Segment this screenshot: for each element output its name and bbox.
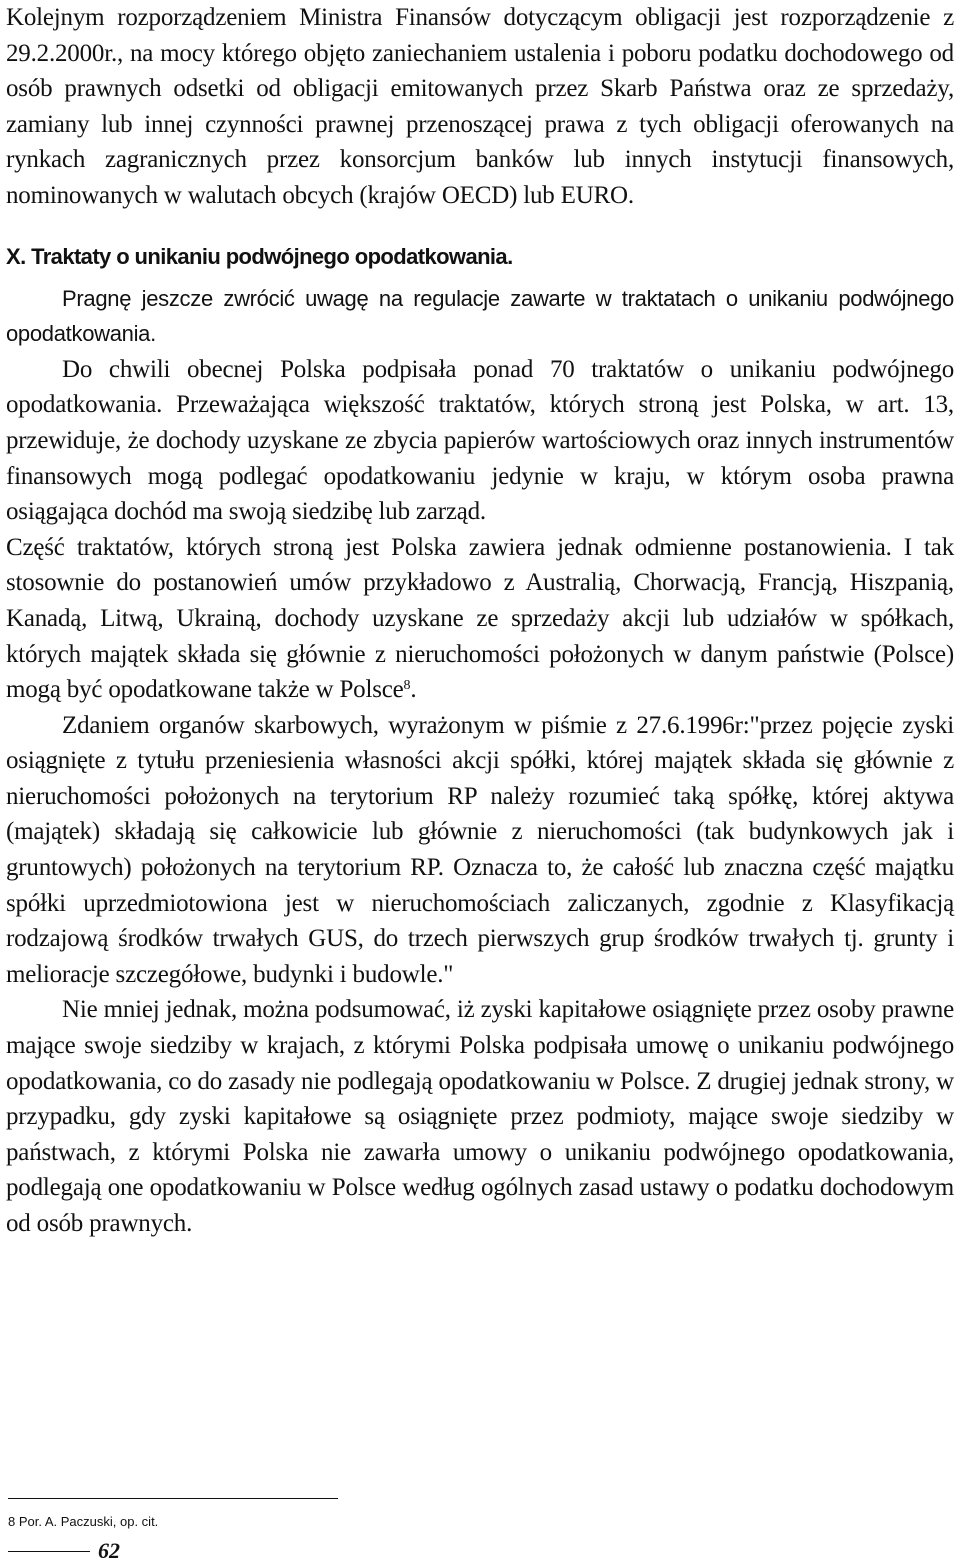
paragraph-summary: Nie mniej jednak, można podsumować, iż zyski kapitałowe osiągnięte przez osoby prawne mające swoje siedziby w krajach, z którymi Polska podpisała umowę o unikaniu podwójnego opodatkowania, co do zasady nie podlegają opodatkowaniu w Polsce. Z drugiej jednak strony, w przypadku, gdy zyski kapitałowe są osiągnięte przez podmioty, mające swoje siedziby w państwach, z którymi Polska nie zawarła umowy o unikaniu podwójnego opodatkowania, podlegają one opodatkowaniu w Polsce według ogólnych zasad ustawy o podatku dochodowym od osób prawnych.	[6, 996, 954, 1237]
document-page	[6, 0, 954, 1242]
page-number-rule	[8, 1551, 90, 1552]
page-footer	[8, 1538, 120, 1564]
footnote-divider	[8, 1498, 338, 1499]
footnote-text: 8 Por. A. Paczuski, op. cit.	[8, 1514, 159, 1529]
page-number: 62	[98, 1538, 120, 1563]
paragraph-treaty-exceptions	[6, 530, 954, 708]
footnote-reference[interactable]: 8	[403, 678, 411, 694]
paragraph-tax-authority-opinion: Zdaniem organów skarbowych, wyrażonym w piśmie z 27.6.1996r:"przez pojęcie zyski osiągnięte z tytułu przeniesienia własności akcji spółki, której majątek składa się głównie z nieruchomości położonych na terytorium RP należy rozumieć taką spółkę, której aktywa (majątek) składają się całkowicie lub głównie z nieruchomości (tak budynkowych jak i gruntowych) położonych na terytorium RP. Oznacza to, że całość lub znaczna część majątku spółki uprzedmiotowiona jest w nieruchomościach zaliczanych, zgodnie z Klasyfikacją rodzajową środków trwałych GUS, do trzech pierwszych grup środków trwałych tj. grunty i melioracje szczegółowe, budynki i budowle."	[6, 711, 954, 988]
paragraph-treaty-exceptions-end: .	[410, 676, 417, 704]
paragraph-intro: Pragnę jeszcze zwrócić uwagę na regulacje zawarte w traktatach o unikaniu podwójnego opodatkowania.	[6, 285, 954, 347]
paragraph-treaty-count-text: Do chwili obecnej Polska podpisała ponad 70 traktatów o unikaniu podwójnego opodatkowania. Przeważająca większość traktatów, których stroną jest Polska, w art. 13, przewiduje, że dochody uzyskane ze zbycia papierów wartościowych oraz innych instrumentów finansowych mogą podlegać opodatkowaniu jedynie w kraju, w którym osoba prawna osiągająca dochód ma swoją siedzibę lub zarząd.	[6, 355, 954, 526]
section-heading: X. Traktaty o unikaniu podwójnego opodatkowania.	[6, 243, 513, 269]
paragraph-treaty-exceptions-text: Część traktatów, których stroną jest Polska zawiera jednak odmienne postanowienia. I tak stosownie do postanowień umów przykładowo z Australią, Chorwacją, Francją, Hiszpanią, Kanadą, Litwą, Ukrainą, dochody uzyskane ze sprzedaży akcji lub udziałów w spółkach, których majątek składa się głównie z nieruchomości położonych w danym państwie (Polsce) mogą być opodatkowane także w Polsce	[6, 533, 954, 704]
paragraph-bond-regulation: Kolejnym rozporządzeniem Ministra Finansów dotyczącym obligacji jest rozporządzenie z 29.2.2000r., na mocy którego objęto zaniechaniem ustalenia i poboru podatku dochodowego od osób prawnych odsetki od obligacji emitowanych przez Skarb Państwa oraz ze sprzedaży, zamiany lub innej czynności prawnej przenoszącej prawa z tych obligacji oferowanych na rynkach zagranicznych przez konsorcjum banków lub innych instytucji finansowych, nominowanych w walutach obcych (krajów OECD) lub EURO.	[6, 4, 954, 209]
paragraph-treaty-count	[6, 352, 954, 530]
